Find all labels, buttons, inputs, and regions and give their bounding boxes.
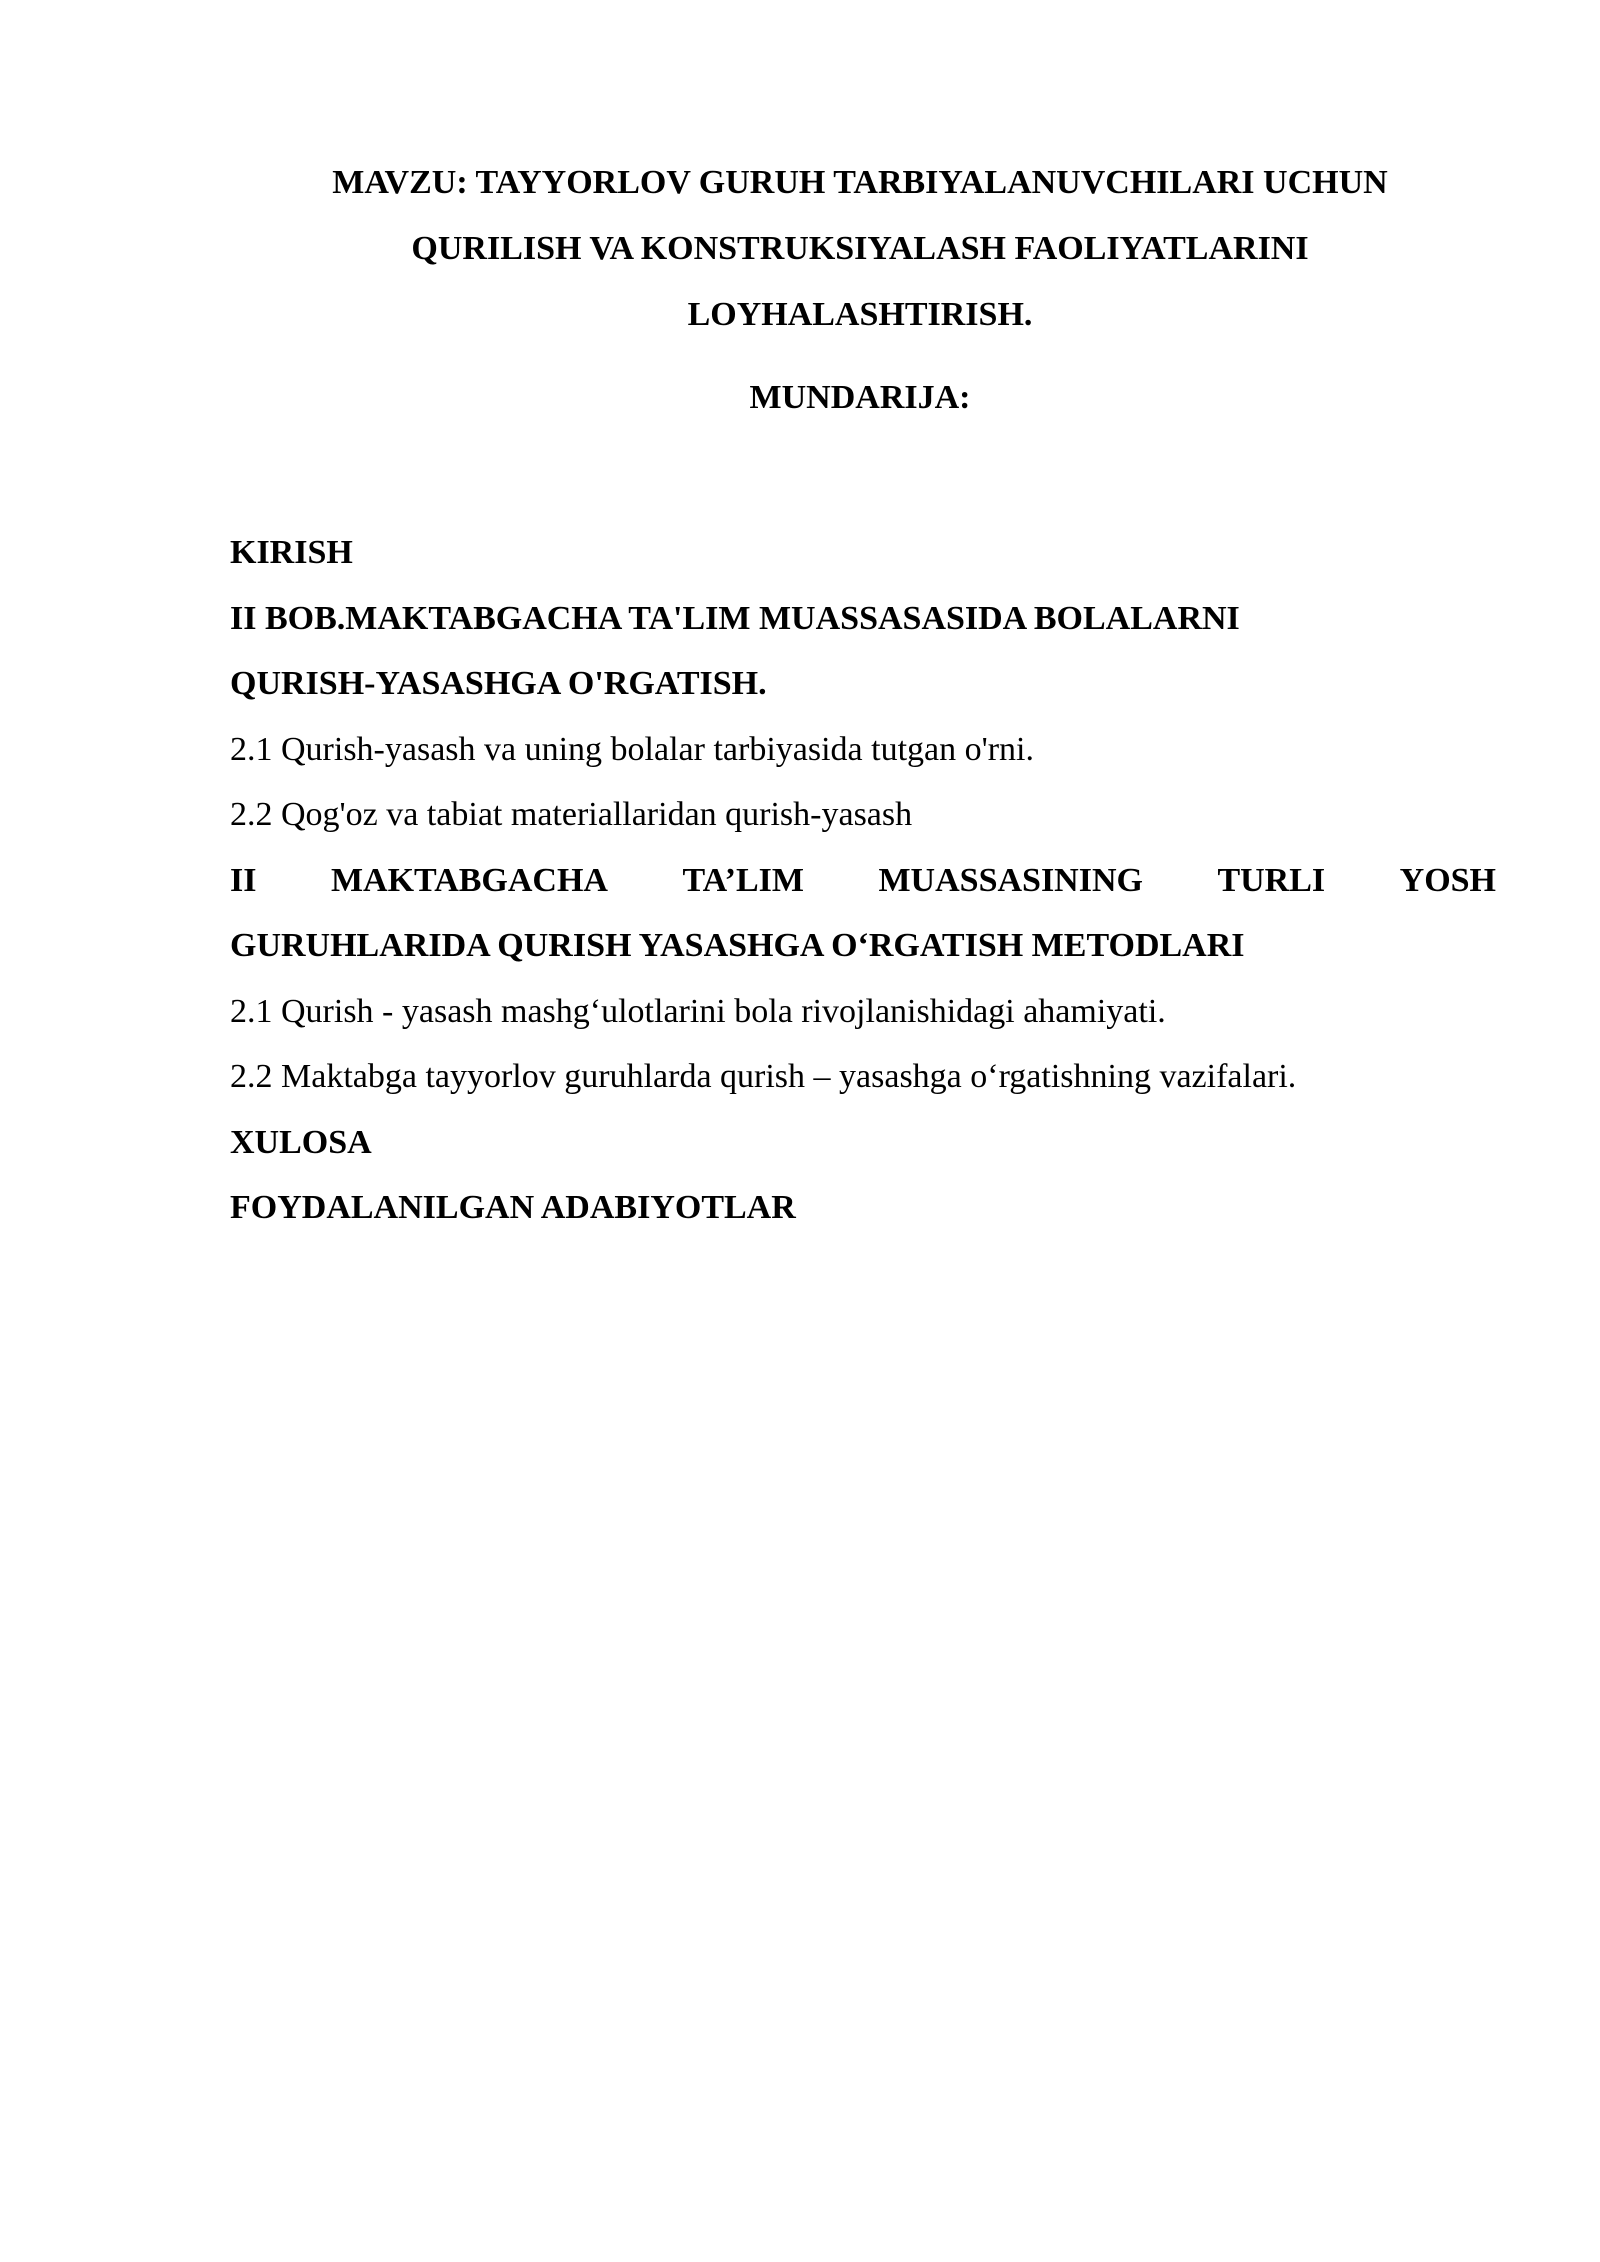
contents-heading: MUNDARIJA:: [749, 379, 971, 416]
toc-word: II: [230, 861, 257, 899]
toc-conclusion: XULOSA: [230, 1123, 372, 1161]
title-line: QURILISH VA KONSTRUKSIYALASH FAOLIYATLARINI: [411, 230, 1309, 267]
toc-word: MUASSASINING: [878, 861, 1143, 899]
toc-section-1-1: 2.1 Qurish-yasash va uning bolalar tarbiyasida tutgan o'rni.: [230, 730, 1034, 768]
toc-section-2-1: 2.1 Qurish - yasash mashg‘ulotlarini bola rivojlanishidagi ahamiyati.: [230, 992, 1166, 1030]
table-of-contents: [230, 520, 1496, 1241]
toc-chapter-2-line-2: GURUHLARIDA QURISH YASASHGA O‘RGATISH METODLARI: [230, 927, 1245, 964]
toc-word: YOSH: [1399, 861, 1496, 899]
toc-section-1-2: 2.2 Qog'oz va tabiat materiallaridan qurish-yasash: [230, 796, 913, 833]
toc-word: TURLI: [1217, 861, 1326, 899]
toc-intro: KIRISH: [230, 534, 353, 571]
toc-chapter-1-line-1: II BOB.MAKTABGACHA TA'LIM MUASSASASIDA BOLALARNI: [230, 599, 1240, 637]
toc-chapter-2-line-1: [230, 848, 1496, 914]
document-title: [230, 150, 1490, 348]
toc-chapter-1-line-2: QURISH-YASASHGA O'RGATISH.: [230, 665, 767, 702]
toc-word: TA’LIM: [682, 861, 804, 899]
toc-references: FOYDALANILGAN ADABIYOTLAR: [230, 1189, 796, 1226]
toc-word: MAKTABGACHA: [330, 861, 608, 899]
title-line: MAVZU: TAYYORLOV GURUH TARBIYALANUVCHILARI UCHUN: [332, 164, 1388, 201]
title-line: LOYHALASHTIRISH.: [687, 296, 1033, 333]
toc-section-2-2: 2.2 Maktabga tayyorlov guruhlarda qurish – yasashga o‘rgatishning vazifalari.: [230, 1058, 1297, 1095]
